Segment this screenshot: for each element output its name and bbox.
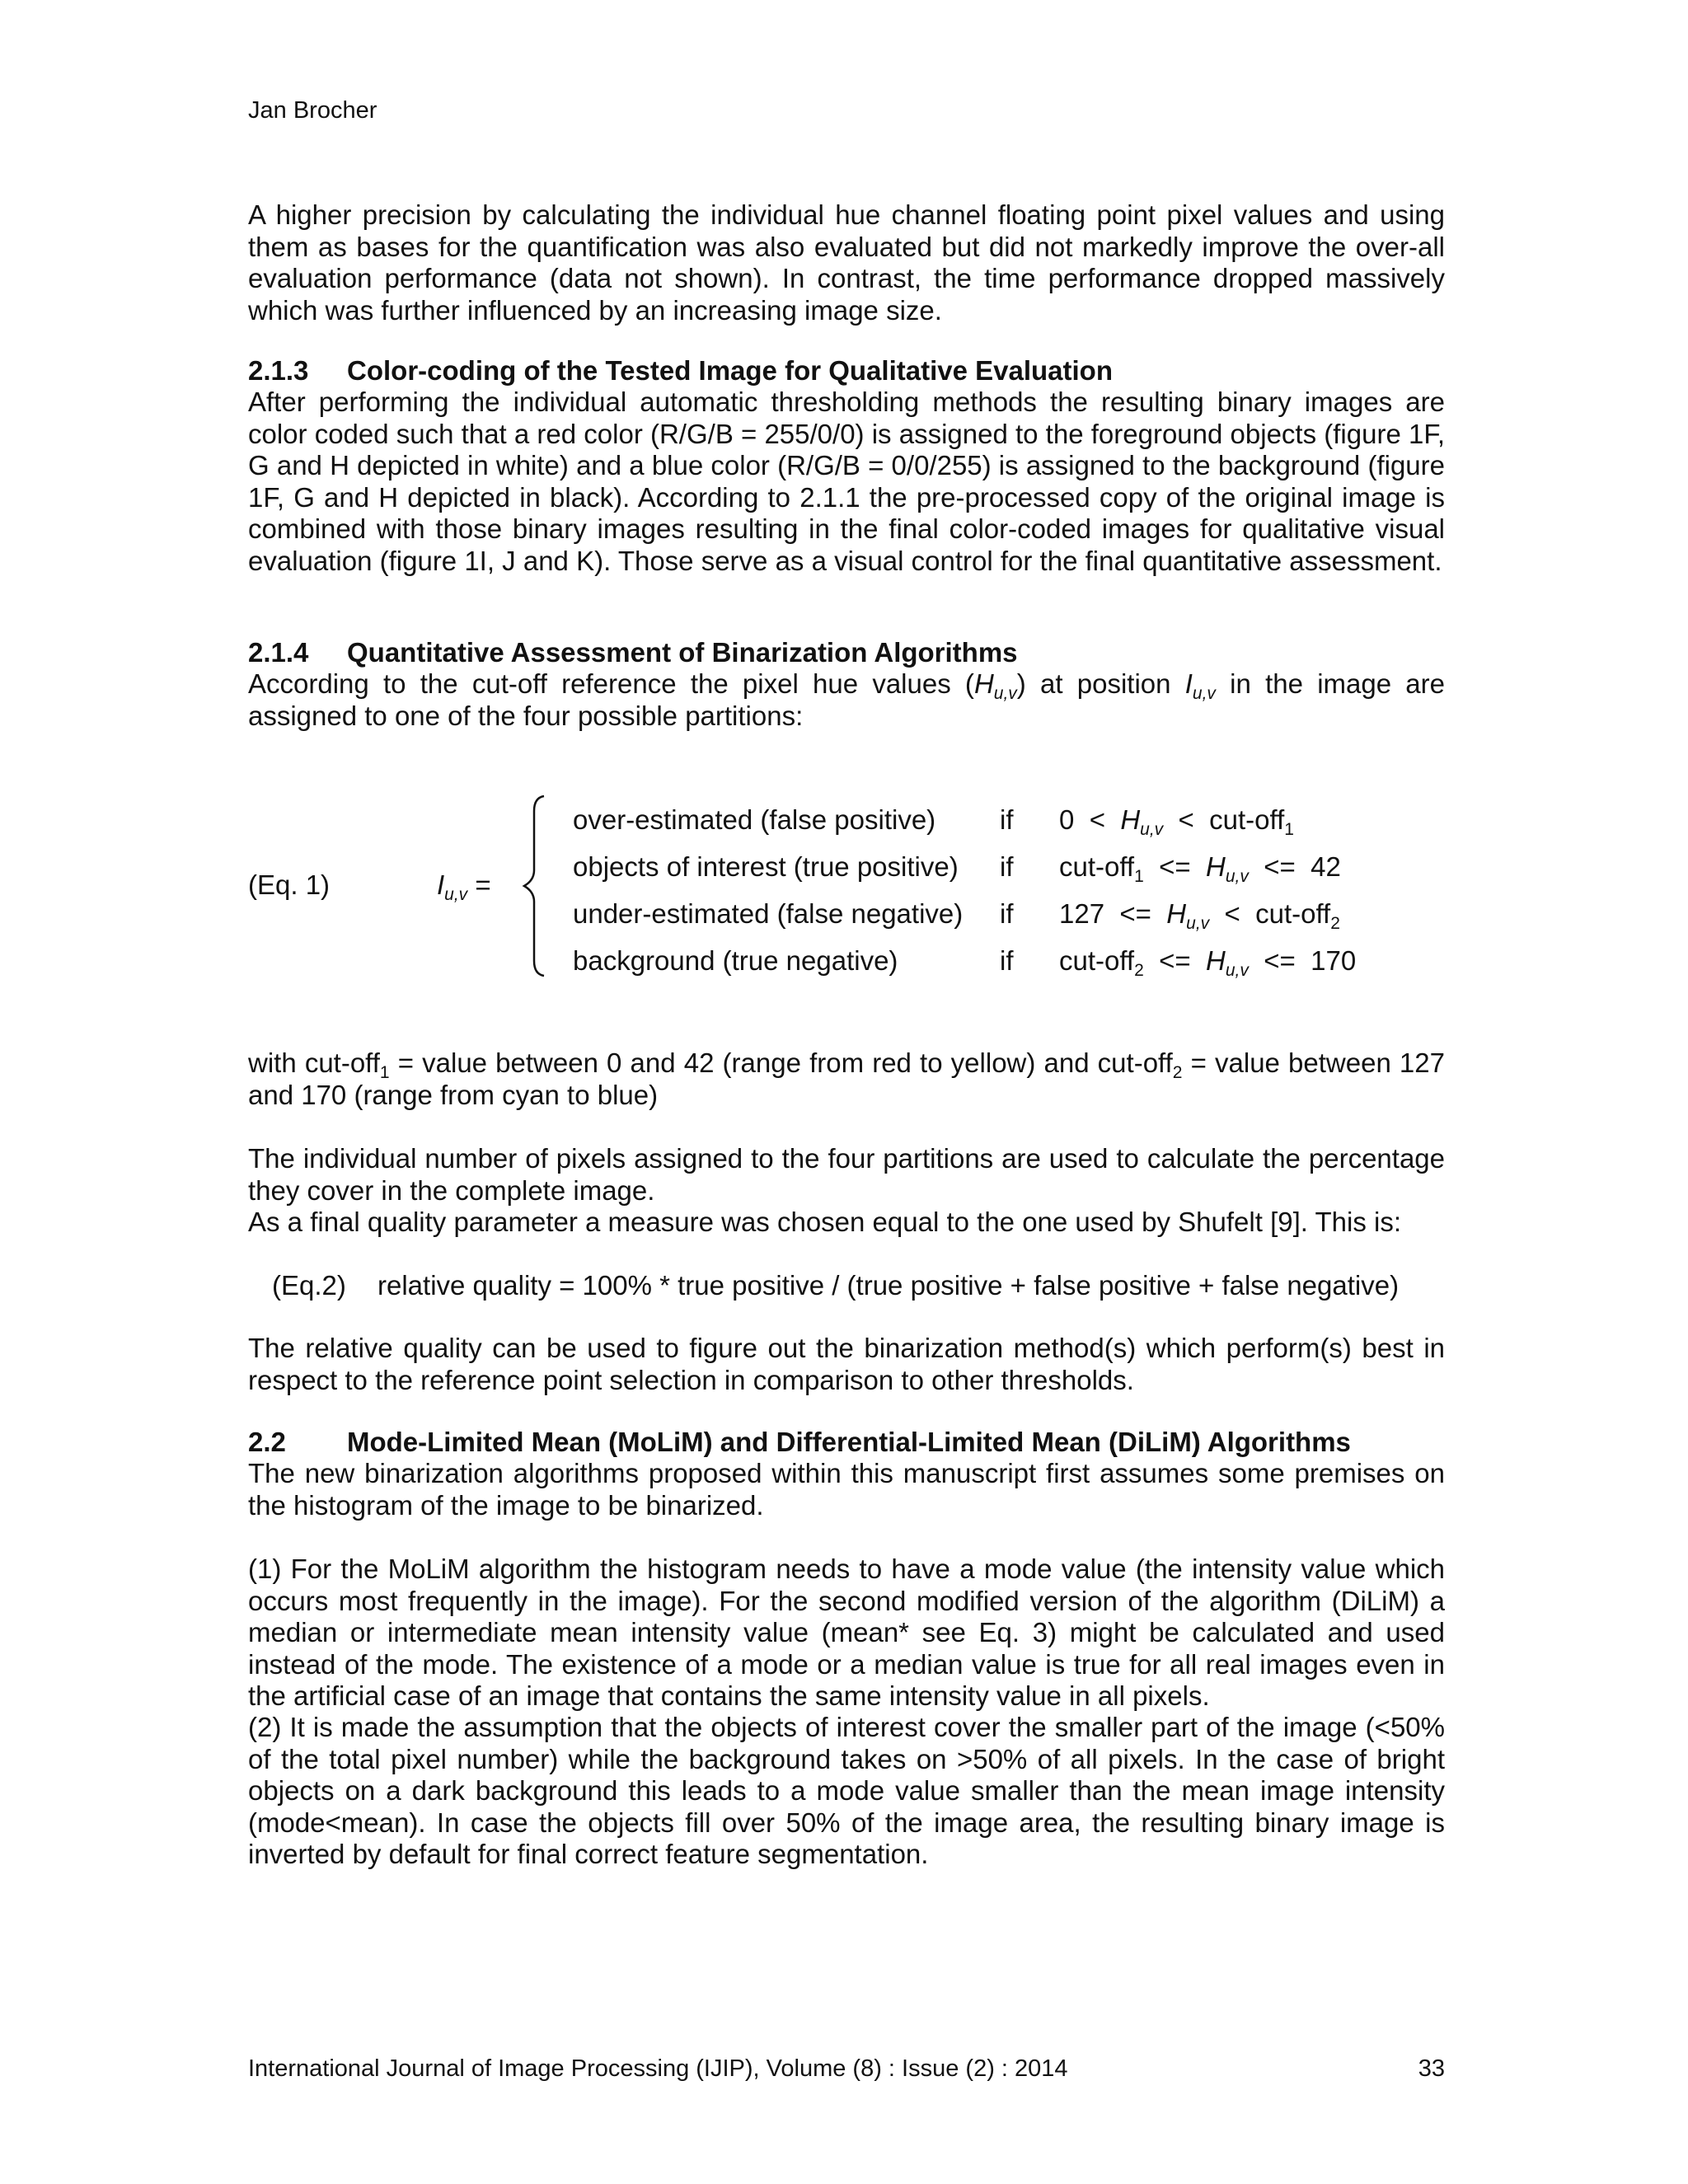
paragraph-color-coding: After performing the individual automatic thresholding methods the resulting binary images are color coded such that a red color (R/G/B = 255/0/0) is assigned to the foreground objects (figure 1F, G and H depicted in white) and a blue color (R/G/B = 0/0/255) is assigned to the background (figure 1F, G and H depicted in black). According to 2.1.1 the pre-processed copy of the original image is combined with those binary images resulting in the final color-coded images for qualitative visual evaluation (figure 1I, J and K). Those serve as a visual control for the final quantitative assessment. <box>248 387 1445 576</box>
case-condition: $cut-off_2 <= H_{u,v} <= 170$ <box>1059 945 1357 980</box>
equation-1-label: (Eq. 1) <box>248 869 331 900</box>
equation-2-label: (Eq.2) <box>272 1270 346 1301</box>
running-header-author: Jan Brocher <box>248 97 377 124</box>
section-title: Quantitative Assessment of Binarization Algorithms <box>347 637 1018 668</box>
paragraph-premise-2: (2) It is made the assumption that the objects of interest cover the smaller part of the image (<50% of the total pixel number) while the background takes on >50% of all pixels. In the case of bright objects on a dark background this leads to a mode value smaller than the mean image intensity (mode<mean). In case the objects fill over 50% of the image area, the resulting binary image is inverted by default for final correct feature segmentation. <box>248 1712 1445 1870</box>
section-number: 2.1.3 <box>248 355 309 386</box>
paragraph-premise-1: (1) For the MoLiM algorithm the histogram needs to have a mode value (the intensity value which occurs most frequently in the image). For the second modified version of the algorithm (DiLiM) a median or intermediate mean intensity value (mean* see Eq. 3) might be calculated and used instead of the mode. The existence of a mode or a median value is true for all real images even in the artificial case of an image that contains the same intensity value in all pixels. <box>248 1554 1445 1712</box>
paragraph-cutoff-definition: with cut-off$_1$ = value between 0 and 42 (range from red to yellow) and cut-off$_2$ = value between 127 and 170 (range from cyan to blue) <box>248 1047 1445 1110</box>
section-heading-2-1-4 <box>248 637 1445 669</box>
section-heading-2-1-3 <box>248 355 1445 387</box>
left-brace <box>518 791 551 981</box>
section-title: Mode-Limited Mean (MoLiM) and Differential-Limited Mean (DiLiM) Algorithms <box>347 1427 1351 1457</box>
section-heading-2-2 <box>248 1427 1445 1459</box>
case-text: objects of interest (true positive) <box>573 851 959 882</box>
case-if: if <box>1000 898 1014 929</box>
section-number: 2.2 <box>248 1427 286 1457</box>
footer-journal: International Journal of Image Processing (IJIP), Volume (8) : Issue (2) : 2014 <box>248 2055 1068 2082</box>
equation-1-lhs: $I_{u,v}$ = <box>437 869 491 904</box>
case-text: over-estimated (false positive) <box>573 804 936 835</box>
paragraph-relative-quality: The relative quality can be used to figure out the binarization method(s) which perform(s) best in respect to the reference point selection in comparison to other thresholds. <box>248 1333 1445 1395</box>
case-if: if <box>1000 804 1014 835</box>
case-if: if <box>1000 945 1014 976</box>
paragraph-quantitative: According to the cut-off reference the pixel hue values $(H_{u,v})$ at position $I_{u,v}$ in the image are assigned to one of the four possible partitions: <box>248 668 1445 731</box>
case-text: under-estimated (false negative) <box>573 898 964 929</box>
case-condition: $127 <= H_{u,v} < cut-off_2$ <box>1059 898 1340 933</box>
case-text: background (true negative) <box>573 945 898 976</box>
paragraph-final-quality: As a final quality parameter a measure was chosen equal to the one used by Shufelt [9]. This is: <box>248 1207 1402 1237</box>
paragraph-individual: The individual number of pixels assigned to the four partitions are used to calculate the percentage they cover in the complete image. <box>248 1143 1445 1206</box>
case-if: if <box>1000 851 1014 882</box>
equation-2-text: relative quality = 100% * true positive / (true positive + false positive + false negative) <box>377 1270 1400 1301</box>
section-number: 2.1.4 <box>248 637 309 668</box>
paragraph-premises: The new binarization algorithms proposed within this manuscript first assumes some premises on the histogram of the image to be binarized. <box>248 1458 1445 1521</box>
case-condition: $cut-off_1 <= H_{u,v} <= 42$ <box>1059 851 1341 886</box>
page-number: 33 <box>1418 2055 1445 2082</box>
paragraph-intro: A higher precision by calculating the individual hue channel floating point pixel values and using them as bases for the quantification was also evaluated but did not markedly improve the over-all evaluation performance (data not shown). In contrast, the time performance dropped massively which was further influenced by an increasing image size. <box>248 199 1445 326</box>
case-condition: $0 < H_{u,v} < cut-off_1$ <box>1059 804 1294 839</box>
section-title: Color-coding of the Tested Image for Qualitative Evaluation <box>347 355 1113 386</box>
